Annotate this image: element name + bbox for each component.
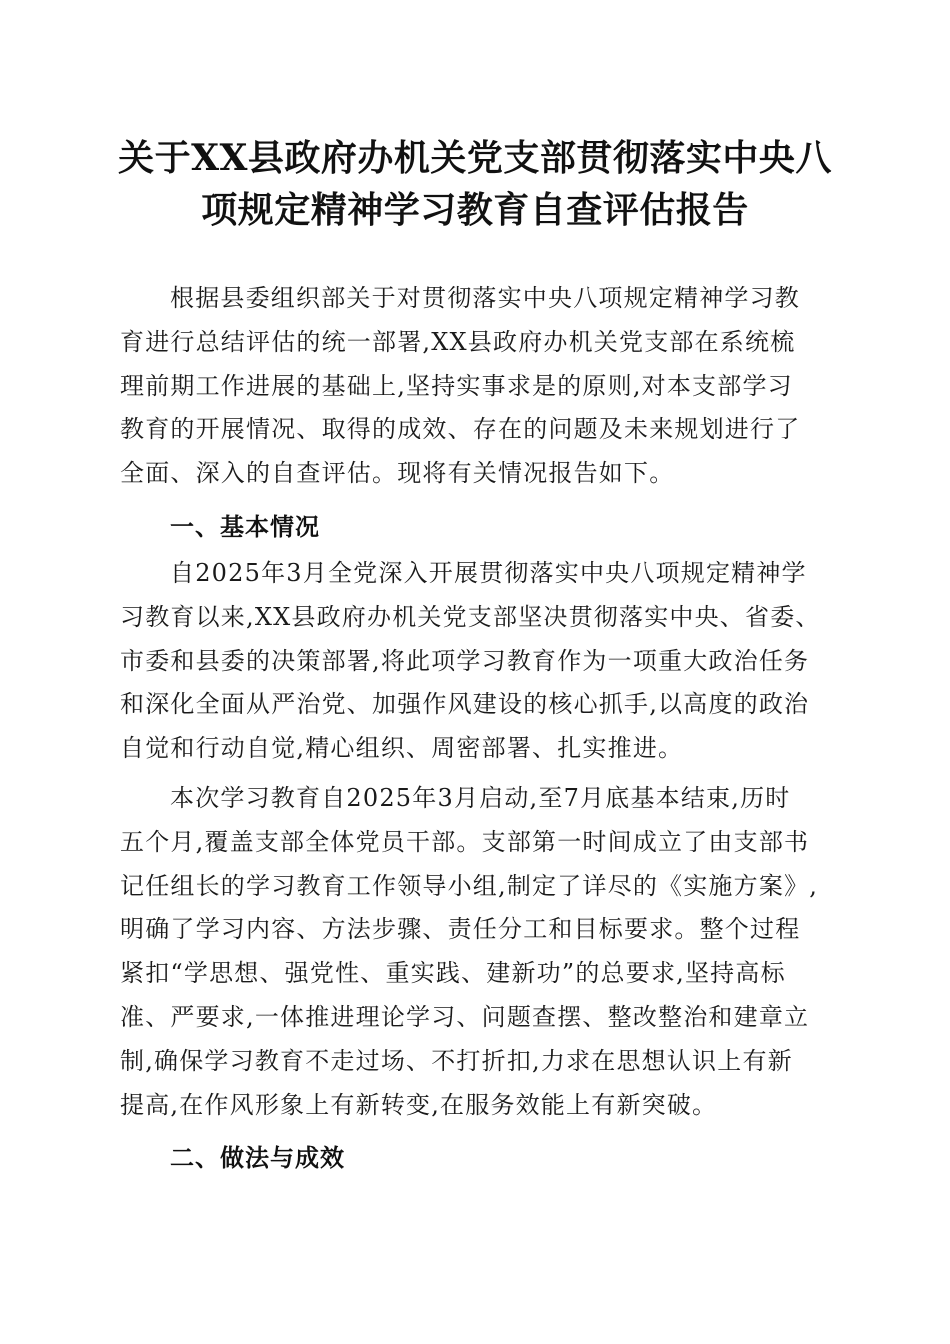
paragraph-line: 自觉和行动自觉,精心组织、周密部署、扎实推进。 — [120, 734, 684, 763]
section-heading-methods-results: 二、做法与成效 — [170, 1144, 345, 1173]
section-heading-basic-situation: 一、基本情况 — [170, 512, 320, 541]
paragraph-line: 教育的开展情况、取得的成效、存在的问题及未来规划进行了 — [120, 415, 801, 444]
title-line-2: 项规定精神学习教育自查评估报告 — [201, 189, 749, 231]
paragraph-line: 全面、深入的自查评估。现将有关情况报告如下。 — [120, 459, 675, 488]
paragraph-line: 明确了学习内容、方法步骤、责任分工和目标要求。整个过程 — [120, 915, 801, 944]
paragraph-line: 自2025年3月全党深入开展贯彻落实中央八项规定精神学 — [170, 558, 807, 587]
section1-paragraph-2 — [120, 777, 840, 1127]
document-title — [100, 132, 850, 236]
paragraph-line: 本次学习教育自2025年3月启动,至7月底基本结束,历时 — [170, 783, 791, 812]
paragraph-line: 市委和县委的决策部署,将此项学习教育作为一项重大政治任务 — [120, 646, 810, 675]
paragraph-line: 五个月,覆盖支部全体党员干部。支部第一时间成立了由支部书 — [120, 827, 810, 856]
paragraph-line: 提高,在作风形象上有新转变,在服务效能上有新突破。 — [120, 1090, 718, 1119]
paragraph-line: 紧扣“学思想、强党性、重实践、建新功”的总要求,坚持高标 — [120, 959, 786, 988]
paragraph-line: 习教育以来,XX县政府办机关党支部坚决贯彻落实中央、省委、 — [120, 602, 821, 631]
paragraph-line: 根据县委组织部关于对贯彻落实中央八项规定精神学习教 — [170, 284, 800, 312]
paragraph-line: 和深化全面从严治党、加强作风建设的核心抓手,以高度的政治 — [120, 690, 810, 719]
paragraph-line: 制,确保学习教育不走过场、不打折扣,力求在思想认识上有新 — [120, 1046, 793, 1075]
title-line-1: 关于XX县政府办机关党支部贯彻落实中央八 — [118, 137, 832, 179]
section1-paragraph-1 — [120, 552, 840, 771]
paragraph-line: 准、严要求,一体推进理论学习、问题查摆、整改整治和建章立 — [120, 1002, 810, 1031]
document-body — [120, 277, 840, 1183]
intro-paragraph — [120, 277, 840, 496]
paragraph-line: 育进行总结评估的统一部署,XX县政府办机关党支部在系统梳 — [120, 327, 796, 356]
paragraph-line: 理前期工作进展的基础上,坚持实事求是的原则,对本支部学习 — [120, 371, 793, 400]
paragraph-line: 记任组长的学习教育工作领导小组,制定了详尽的《实施方案》, — [120, 871, 819, 900]
